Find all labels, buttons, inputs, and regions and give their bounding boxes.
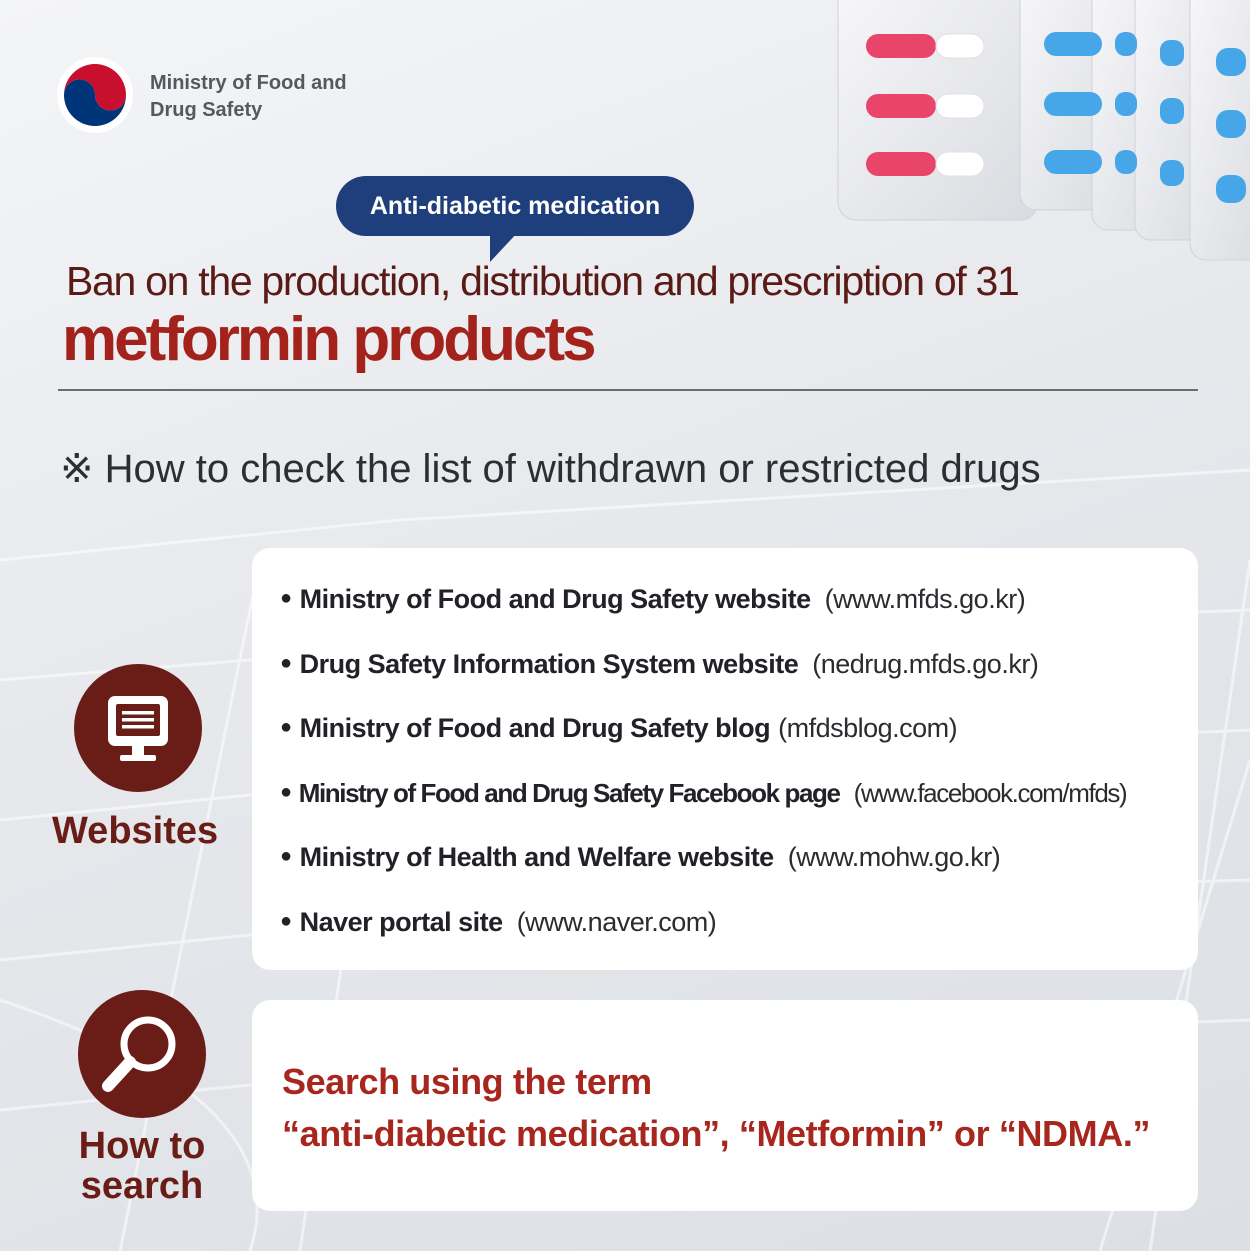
- websites-panel: [252, 548, 1198, 970]
- list-item: ● Ministry of Food and Drug Safety Facebook page (www.facebook.com/mfds): [280, 777, 1127, 808]
- ministry-name: [150, 70, 347, 124]
- how-to-search-label-line2: search: [80, 1165, 204, 1207]
- divider: [58, 389, 1198, 391]
- search-icon: [78, 990, 206, 1118]
- monitor-icon-circle: [74, 664, 202, 792]
- list-item: ● Naver portal site (www.naver.com): [280, 906, 717, 937]
- search-instruction-line1: Search using the term: [282, 1061, 652, 1102]
- list-item: ● Ministry of Health and Welfare website (www.mohw.go.kr): [280, 842, 1001, 872]
- site-url[interactable]: (www.naver.com): [516, 906, 717, 937]
- list-item: ● Ministry of Food and Drug Safety website (www.mfds.go.kr): [280, 584, 1026, 614]
- monitor-icon: [74, 664, 202, 792]
- search-icon-circle: [78, 990, 206, 1118]
- how-to-search-label: [62, 1126, 222, 1206]
- subtitle: ※ How to check the list of withdrawn or restricted drugs: [60, 447, 1041, 491]
- list-item: ● Drug Safety Information System website (nedrug.mfds.go.kr): [280, 648, 1039, 679]
- headline-emphasis: metformin products: [62, 305, 594, 374]
- site-url[interactable]: (mfdsblog.com): [778, 713, 958, 743]
- ministry-name-line2: Drug Safety: [150, 99, 263, 121]
- category-tag: Anti-diabetic medication: [336, 176, 694, 236]
- bullet-icon: ●: [280, 587, 292, 609]
- list-item: ● Ministry of Food and Drug Safety blog (mfdsblog.com): [280, 713, 958, 743]
- bullet-icon: ●: [280, 716, 292, 738]
- bullet-icon: ●: [280, 845, 292, 867]
- site-url[interactable]: (www.mohw.go.kr): [787, 842, 1001, 872]
- bullet-icon: ●: [280, 651, 292, 674]
- how-to-search-label-line1: How to: [78, 1125, 206, 1167]
- bullet-icon: ●: [280, 909, 292, 932]
- ministry-name-line1: Ministry of Food and: [150, 72, 347, 94]
- taegeuk-logo-icon: [56, 56, 134, 134]
- site-url[interactable]: (nedrug.mfds.go.kr): [812, 648, 1039, 679]
- site-url[interactable]: (www.mfds.go.kr): [824, 584, 1026, 614]
- search-panel: [252, 1000, 1198, 1211]
- pill-blister-image: [830, 0, 1250, 270]
- bullet-icon: ●: [280, 780, 291, 803]
- headline: Ban on the production, distribution and prescription of 31: [66, 258, 1019, 304]
- search-instruction-line2: “anti-diabetic medication”, “Metformin” or “NDMA.”: [282, 1113, 1151, 1154]
- site-url[interactable]: (www.facebook.com/mfds): [853, 777, 1127, 808]
- websites-label: Websites: [52, 810, 219, 852]
